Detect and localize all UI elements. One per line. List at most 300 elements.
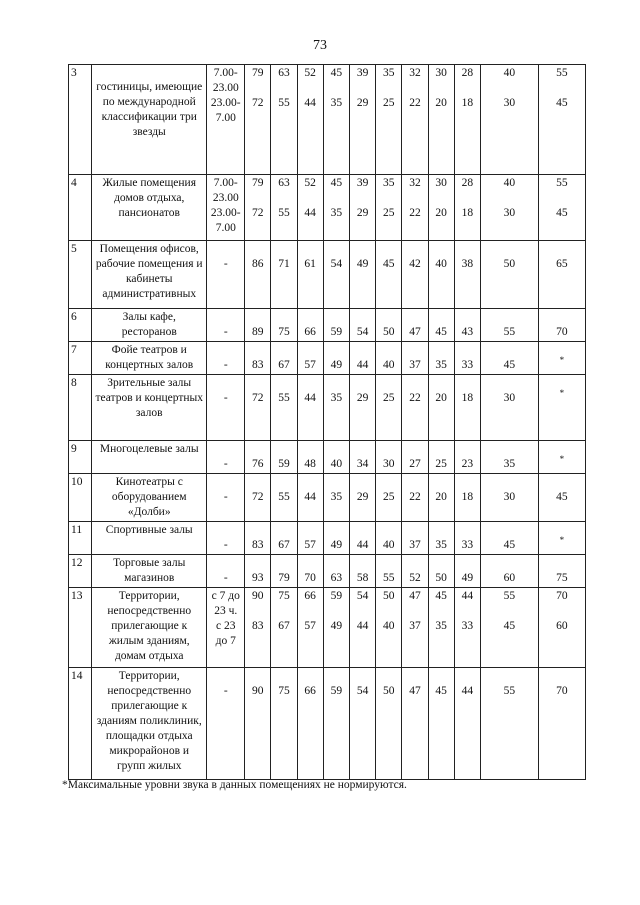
sound-level-cell xyxy=(402,474,428,522)
sound-level-value: 55 xyxy=(556,67,568,79)
sound-level-value: 35 xyxy=(330,207,343,219)
sound-level-cell xyxy=(271,342,297,375)
sound-level-value: 49 xyxy=(461,572,474,584)
sound-level-cell xyxy=(402,65,428,175)
footnote: *Максимальные уровни звука в данных помещениях не нормируются. xyxy=(62,779,407,791)
time-of-day xyxy=(207,342,245,375)
time-period: - xyxy=(223,539,228,551)
sound-level-value: 70 xyxy=(556,685,568,697)
sound-level-value: 40 xyxy=(383,539,395,551)
sound-level-value: 50 xyxy=(383,590,395,602)
sound-level-cell xyxy=(297,65,323,175)
sound-level-cell xyxy=(402,342,428,375)
sound-level-cell xyxy=(402,668,428,780)
row-number: 5 xyxy=(69,241,92,309)
time-period: - xyxy=(223,392,228,404)
sound-level-cell xyxy=(323,441,349,474)
sound-level-value: 40 xyxy=(383,359,395,371)
premises-name-text: Территории, непосредственно прилегающие к зданиям поликлиник, площадки отдыха микрорайонов и групп жилых xyxy=(96,670,202,772)
sound-level-cell xyxy=(454,668,480,780)
sound-level-cell xyxy=(245,241,271,309)
sound-level-value: 45 xyxy=(330,177,343,189)
sound-level-value: 39 xyxy=(356,67,369,79)
sound-level-value: 72 xyxy=(252,392,264,404)
sound-level-value: 70 xyxy=(556,590,568,602)
sound-level-value: 55 xyxy=(383,572,395,584)
sound-level-cell xyxy=(428,241,454,309)
sound-level-value: 44 xyxy=(356,359,369,371)
time-period: - xyxy=(223,359,228,371)
sound-level-cell xyxy=(480,588,538,668)
sound-level-value: 18 xyxy=(461,97,474,109)
sound-level-cell xyxy=(454,522,480,555)
sound-level-cell xyxy=(538,375,585,441)
premises-name-text: Кинотеатры с оборудованием «Долби» xyxy=(111,476,187,518)
sound-level-value: 18 xyxy=(461,491,474,503)
premises-name xyxy=(92,668,207,780)
sound-level-value: 83 xyxy=(252,359,264,371)
sound-level-cell xyxy=(376,588,402,668)
sound-level-cell xyxy=(245,588,271,668)
table-row xyxy=(69,342,586,375)
sound-level-cell xyxy=(323,375,349,441)
sound-level-value: 52 xyxy=(304,177,316,189)
sound-level-value: 37 xyxy=(409,620,421,632)
sound-level-cell xyxy=(454,175,480,241)
time-period: - xyxy=(223,572,228,584)
premises-name-text: Зрительные залы театров и концертных залов xyxy=(95,377,203,419)
sound-level-value: 67 xyxy=(278,539,290,551)
sound-level-cell xyxy=(480,522,538,555)
sound-level-value: 44 xyxy=(461,685,474,697)
sound-level-value: 54 xyxy=(330,258,343,270)
sound-level-value: 71 xyxy=(278,258,290,270)
premises-name xyxy=(92,441,207,474)
sound-level-value: 65 xyxy=(556,258,568,270)
sound-level-value: 35 xyxy=(330,392,343,404)
sound-level-cell xyxy=(454,241,480,309)
sound-level-cell xyxy=(323,309,349,342)
time-of-day xyxy=(207,65,245,175)
sound-level-value: 49 xyxy=(356,258,369,270)
sound-level-value: 45 xyxy=(556,207,568,219)
sound-level-value: 25 xyxy=(383,491,395,503)
sound-level-value: 55 xyxy=(278,207,290,219)
sound-level-cell xyxy=(297,441,323,474)
sound-level-value: * xyxy=(559,535,565,545)
sound-level-cell xyxy=(245,375,271,441)
sound-level-value: 79 xyxy=(278,572,290,584)
sound-level-value: 75 xyxy=(278,590,290,602)
table-row xyxy=(69,241,586,309)
sound-level-value: 25 xyxy=(383,207,395,219)
sound-level-cell xyxy=(297,342,323,375)
sound-level-cell xyxy=(538,474,585,522)
sound-level-cell xyxy=(376,65,402,175)
sound-level-cell xyxy=(538,65,585,175)
sound-level-cell xyxy=(428,342,454,375)
sound-level-value: 49 xyxy=(330,620,343,632)
sound-level-value: 29 xyxy=(356,491,369,503)
sound-level-value: 39 xyxy=(356,177,369,189)
sound-level-value: 50 xyxy=(503,258,516,270)
sound-level-value: 61 xyxy=(304,258,316,270)
sound-level-cell xyxy=(297,375,323,441)
sound-level-value: 59 xyxy=(330,326,343,338)
sound-level-cell xyxy=(297,175,323,241)
sound-level-cell xyxy=(538,441,585,474)
sound-level-cell xyxy=(376,342,402,375)
sound-level-cell xyxy=(297,668,323,780)
sound-level-cell xyxy=(297,241,323,309)
sound-level-value: 75 xyxy=(278,326,290,338)
table-row xyxy=(69,441,586,474)
row-number: 8 xyxy=(69,375,92,441)
sound-level-value: 45 xyxy=(435,326,447,338)
row-number: 7 xyxy=(69,342,92,375)
sound-level-cell xyxy=(349,474,375,522)
sound-level-value: 25 xyxy=(383,97,395,109)
sound-level-value: 35 xyxy=(435,359,447,371)
sound-level-value: 66 xyxy=(304,326,316,338)
sound-level-cell xyxy=(323,522,349,555)
sound-level-cell xyxy=(376,375,402,441)
sound-level-cell xyxy=(480,342,538,375)
table-row xyxy=(69,65,586,175)
time-of-day xyxy=(207,375,245,441)
sound-level-cell xyxy=(245,342,271,375)
premises-name-text: Торговые залы магазинов xyxy=(113,557,186,584)
time-of-day xyxy=(207,441,245,474)
sound-level-value: 66 xyxy=(304,685,316,697)
sound-level-cell xyxy=(480,175,538,241)
sound-level-cell xyxy=(428,65,454,175)
time-period: 7.00-23.00 xyxy=(212,67,239,94)
sound-level-value: 90 xyxy=(252,590,264,602)
premises-name-text: Многоцелевые залы xyxy=(99,443,199,455)
sound-level-value: 70 xyxy=(304,572,316,584)
sound-level-value: 75 xyxy=(556,572,568,584)
sound-level-value: 25 xyxy=(435,458,447,470)
sound-level-value: 57 xyxy=(304,539,316,551)
sound-level-cell xyxy=(376,309,402,342)
time-of-day xyxy=(207,522,245,555)
premises-name xyxy=(92,474,207,522)
sound-level-value: 40 xyxy=(503,177,516,189)
sound-level-value: 60 xyxy=(556,620,568,632)
sound-level-value: 22 xyxy=(409,207,421,219)
sound-level-value: 86 xyxy=(252,258,264,270)
sound-level-value: 22 xyxy=(409,392,421,404)
row-number: 3 xyxy=(69,65,92,175)
premises-name-text: Территории, непосредственно прилегающие к жилым зданиям, домам отдыха xyxy=(107,590,192,662)
sound-level-cell xyxy=(349,241,375,309)
sound-level-cell xyxy=(245,175,271,241)
sound-level-cell xyxy=(402,175,428,241)
sound-level-value: 67 xyxy=(278,359,290,371)
premises-name xyxy=(92,555,207,588)
row-number: 6 xyxy=(69,309,92,342)
table-row xyxy=(69,309,586,342)
time-period: - xyxy=(223,326,228,338)
sound-level-cell xyxy=(376,668,402,780)
sound-level-cell xyxy=(349,309,375,342)
sound-level-cell xyxy=(480,65,538,175)
table-row xyxy=(69,555,586,588)
sound-level-value: 23 xyxy=(461,458,474,470)
sound-level-cell xyxy=(376,441,402,474)
sound-level-cell xyxy=(297,522,323,555)
sound-level-value: 29 xyxy=(356,207,369,219)
sound-level-cell xyxy=(349,65,375,175)
sound-level-value: 30 xyxy=(503,207,516,219)
time-period: - xyxy=(223,685,228,697)
sound-level-cell xyxy=(402,522,428,555)
sound-level-cell xyxy=(245,555,271,588)
sound-level-value: 55 xyxy=(278,491,290,503)
premises-name xyxy=(92,342,207,375)
premises-name-text: Жилые помещения домов отдыха, пансионатов xyxy=(102,177,196,219)
sound-level-value: 72 xyxy=(252,491,264,503)
row-number: 10 xyxy=(69,474,92,522)
sound-level-cell xyxy=(376,474,402,522)
sound-level-value: 54 xyxy=(356,326,369,338)
premises-name-text: Залы кафе, ресторанов xyxy=(121,311,177,338)
sound-level-cell xyxy=(323,668,349,780)
time-of-day xyxy=(207,309,245,342)
page-number: 73 xyxy=(313,38,327,53)
time-of-day xyxy=(207,555,245,588)
sound-level-value: 70 xyxy=(556,326,568,338)
sound-level-value: 45 xyxy=(503,620,516,632)
sound-level-value: 30 xyxy=(383,458,395,470)
sound-level-value: 30 xyxy=(435,177,447,189)
row-number: 13 xyxy=(69,588,92,668)
sound-level-value: 57 xyxy=(304,620,316,632)
sound-level-value: 52 xyxy=(409,572,421,584)
sound-level-value: 44 xyxy=(461,590,474,602)
table-row xyxy=(69,522,586,555)
premises-name xyxy=(92,375,207,441)
time-of-day xyxy=(207,474,245,522)
sound-level-cell xyxy=(245,522,271,555)
sound-level-cell xyxy=(349,175,375,241)
sound-level-cell xyxy=(480,555,538,588)
sound-level-value: 48 xyxy=(304,458,316,470)
sound-level-value: 20 xyxy=(435,207,447,219)
sound-level-cell xyxy=(454,65,480,175)
sound-level-value: 47 xyxy=(409,590,421,602)
sound-level-cell xyxy=(245,441,271,474)
sound-level-value: 40 xyxy=(383,620,395,632)
sound-level-cell xyxy=(245,65,271,175)
sound-level-cell xyxy=(323,241,349,309)
sound-level-cell xyxy=(297,555,323,588)
sound-level-cell xyxy=(271,65,297,175)
sound-level-cell xyxy=(480,241,538,309)
time-period: - xyxy=(223,491,228,503)
sound-level-value: * xyxy=(559,388,565,398)
time-period: - xyxy=(223,458,228,470)
sound-level-value: 50 xyxy=(435,572,447,584)
sound-level-value: 63 xyxy=(278,177,290,189)
sound-level-cell xyxy=(428,175,454,241)
sound-level-cell xyxy=(538,309,585,342)
sound-level-cell xyxy=(538,522,585,555)
sound-level-value: 72 xyxy=(252,207,264,219)
sound-level-value: 83 xyxy=(252,539,264,551)
sound-level-value: 33 xyxy=(461,539,474,551)
sound-level-cell xyxy=(376,175,402,241)
sound-level-cell xyxy=(376,522,402,555)
sound-level-cell xyxy=(323,342,349,375)
sound-level-value: 35 xyxy=(330,491,343,503)
sound-level-cell xyxy=(349,522,375,555)
sound-level-cell xyxy=(402,241,428,309)
sound-level-value: 28 xyxy=(461,67,474,79)
sound-level-value: 55 xyxy=(278,97,290,109)
sound-level-value: 45 xyxy=(435,590,447,602)
sound-level-value: 35 xyxy=(435,620,447,632)
row-number: 11 xyxy=(69,522,92,555)
sound-level-value: 32 xyxy=(409,67,421,79)
sound-level-value: 67 xyxy=(278,620,290,632)
sound-level-value: 58 xyxy=(356,572,369,584)
sound-level-value: 35 xyxy=(383,67,395,79)
time-of-day xyxy=(207,588,245,668)
sound-level-value: 35 xyxy=(503,458,516,470)
sound-level-value: 22 xyxy=(409,97,421,109)
sound-level-value: 59 xyxy=(330,590,343,602)
sound-level-value: 55 xyxy=(278,392,290,404)
sound-level-cell xyxy=(323,65,349,175)
sound-level-cell xyxy=(538,241,585,309)
sound-level-value: 55 xyxy=(503,590,516,602)
sound-level-cell xyxy=(428,668,454,780)
sound-level-value: 47 xyxy=(409,326,421,338)
sound-level-cell xyxy=(349,555,375,588)
time-period: с 7 до 23 ч. xyxy=(211,590,240,617)
sound-level-cell xyxy=(349,342,375,375)
sound-level-cell xyxy=(402,555,428,588)
sound-level-cell xyxy=(428,522,454,555)
sound-level-cell xyxy=(538,175,585,241)
sound-level-value: 45 xyxy=(503,539,516,551)
sound-level-cell xyxy=(538,588,585,668)
sound-level-value: 37 xyxy=(409,539,421,551)
sound-level-cell xyxy=(402,588,428,668)
premises-name-text: Фойе театров и концертных залов xyxy=(105,344,194,371)
sound-level-value: 30 xyxy=(503,392,516,404)
sound-level-value: 35 xyxy=(330,97,343,109)
premises-name xyxy=(92,65,207,175)
sound-level-cell xyxy=(349,375,375,441)
sound-level-cell xyxy=(323,474,349,522)
table-row xyxy=(69,668,586,780)
time-period: 23.00-7.00 xyxy=(210,207,241,234)
sound-level-value: 45 xyxy=(330,67,343,79)
sound-level-cell xyxy=(538,668,585,780)
sound-level-cell xyxy=(349,668,375,780)
premises-name xyxy=(92,175,207,241)
sound-level-value: 47 xyxy=(409,685,421,697)
sound-level-cell xyxy=(349,588,375,668)
time-period: - xyxy=(223,258,228,270)
noise-norms-table xyxy=(68,64,586,780)
table-row xyxy=(69,175,586,241)
time-period: 23.00-7.00 xyxy=(210,97,241,124)
sound-level-cell xyxy=(402,309,428,342)
sound-level-value: 35 xyxy=(435,539,447,551)
sound-level-value: 79 xyxy=(252,177,264,189)
table-row xyxy=(69,588,586,668)
sound-level-value: 60 xyxy=(503,572,516,584)
premises-name-text: Помещения офисов, рабочие помещения и кабинеты административных xyxy=(95,243,203,300)
sound-level-cell xyxy=(271,375,297,441)
sound-level-value: 20 xyxy=(435,97,447,109)
sound-level-value: 45 xyxy=(383,258,395,270)
sound-level-cell xyxy=(480,375,538,441)
sound-level-value: 44 xyxy=(304,207,316,219)
sound-level-cell xyxy=(271,555,297,588)
sound-level-cell xyxy=(454,555,480,588)
sound-level-cell xyxy=(480,668,538,780)
sound-level-value: 37 xyxy=(409,359,421,371)
sound-level-cell xyxy=(271,588,297,668)
sound-level-cell xyxy=(323,588,349,668)
sound-level-cell xyxy=(297,588,323,668)
sound-level-cell xyxy=(349,441,375,474)
sound-level-value: 25 xyxy=(383,392,395,404)
sound-level-value: 50 xyxy=(383,326,395,338)
sound-level-value: * xyxy=(559,454,565,464)
sound-level-value: 45 xyxy=(503,359,516,371)
sound-level-cell xyxy=(297,474,323,522)
sound-level-cell xyxy=(323,555,349,588)
sound-level-value: 54 xyxy=(356,590,369,602)
sound-level-cell xyxy=(454,474,480,522)
premises-name-text: Спортивные залы xyxy=(105,524,193,536)
sound-level-value: 44 xyxy=(304,392,316,404)
sound-level-value: * xyxy=(559,355,565,365)
sound-level-value: 35 xyxy=(383,177,395,189)
time-period: 7.00-23.00 xyxy=(212,177,239,204)
row-number: 14 xyxy=(69,668,92,780)
sound-level-value: 27 xyxy=(409,458,421,470)
sound-level-value: 72 xyxy=(252,97,264,109)
sound-level-cell xyxy=(454,309,480,342)
premises-name-text: гостиницы, имеющие по международной классификации три звезды xyxy=(96,81,203,138)
sound-level-cell xyxy=(454,375,480,441)
sound-level-cell xyxy=(376,555,402,588)
time-period: с 23 до 7 xyxy=(215,620,236,647)
sound-level-value: 20 xyxy=(435,491,447,503)
sound-level-value: 54 xyxy=(356,685,369,697)
sound-level-value: 44 xyxy=(356,539,369,551)
sound-level-value: 30 xyxy=(503,491,516,503)
sound-level-value: 40 xyxy=(330,458,343,470)
sound-level-cell xyxy=(454,342,480,375)
time-of-day xyxy=(207,175,245,241)
sound-level-value: 44 xyxy=(304,97,316,109)
sound-level-cell xyxy=(538,342,585,375)
table-row xyxy=(69,474,586,522)
sound-level-value: 44 xyxy=(304,491,316,503)
sound-level-cell xyxy=(454,441,480,474)
sound-level-value: 57 xyxy=(304,359,316,371)
sound-level-value: 75 xyxy=(278,685,290,697)
sound-level-cell xyxy=(402,441,428,474)
